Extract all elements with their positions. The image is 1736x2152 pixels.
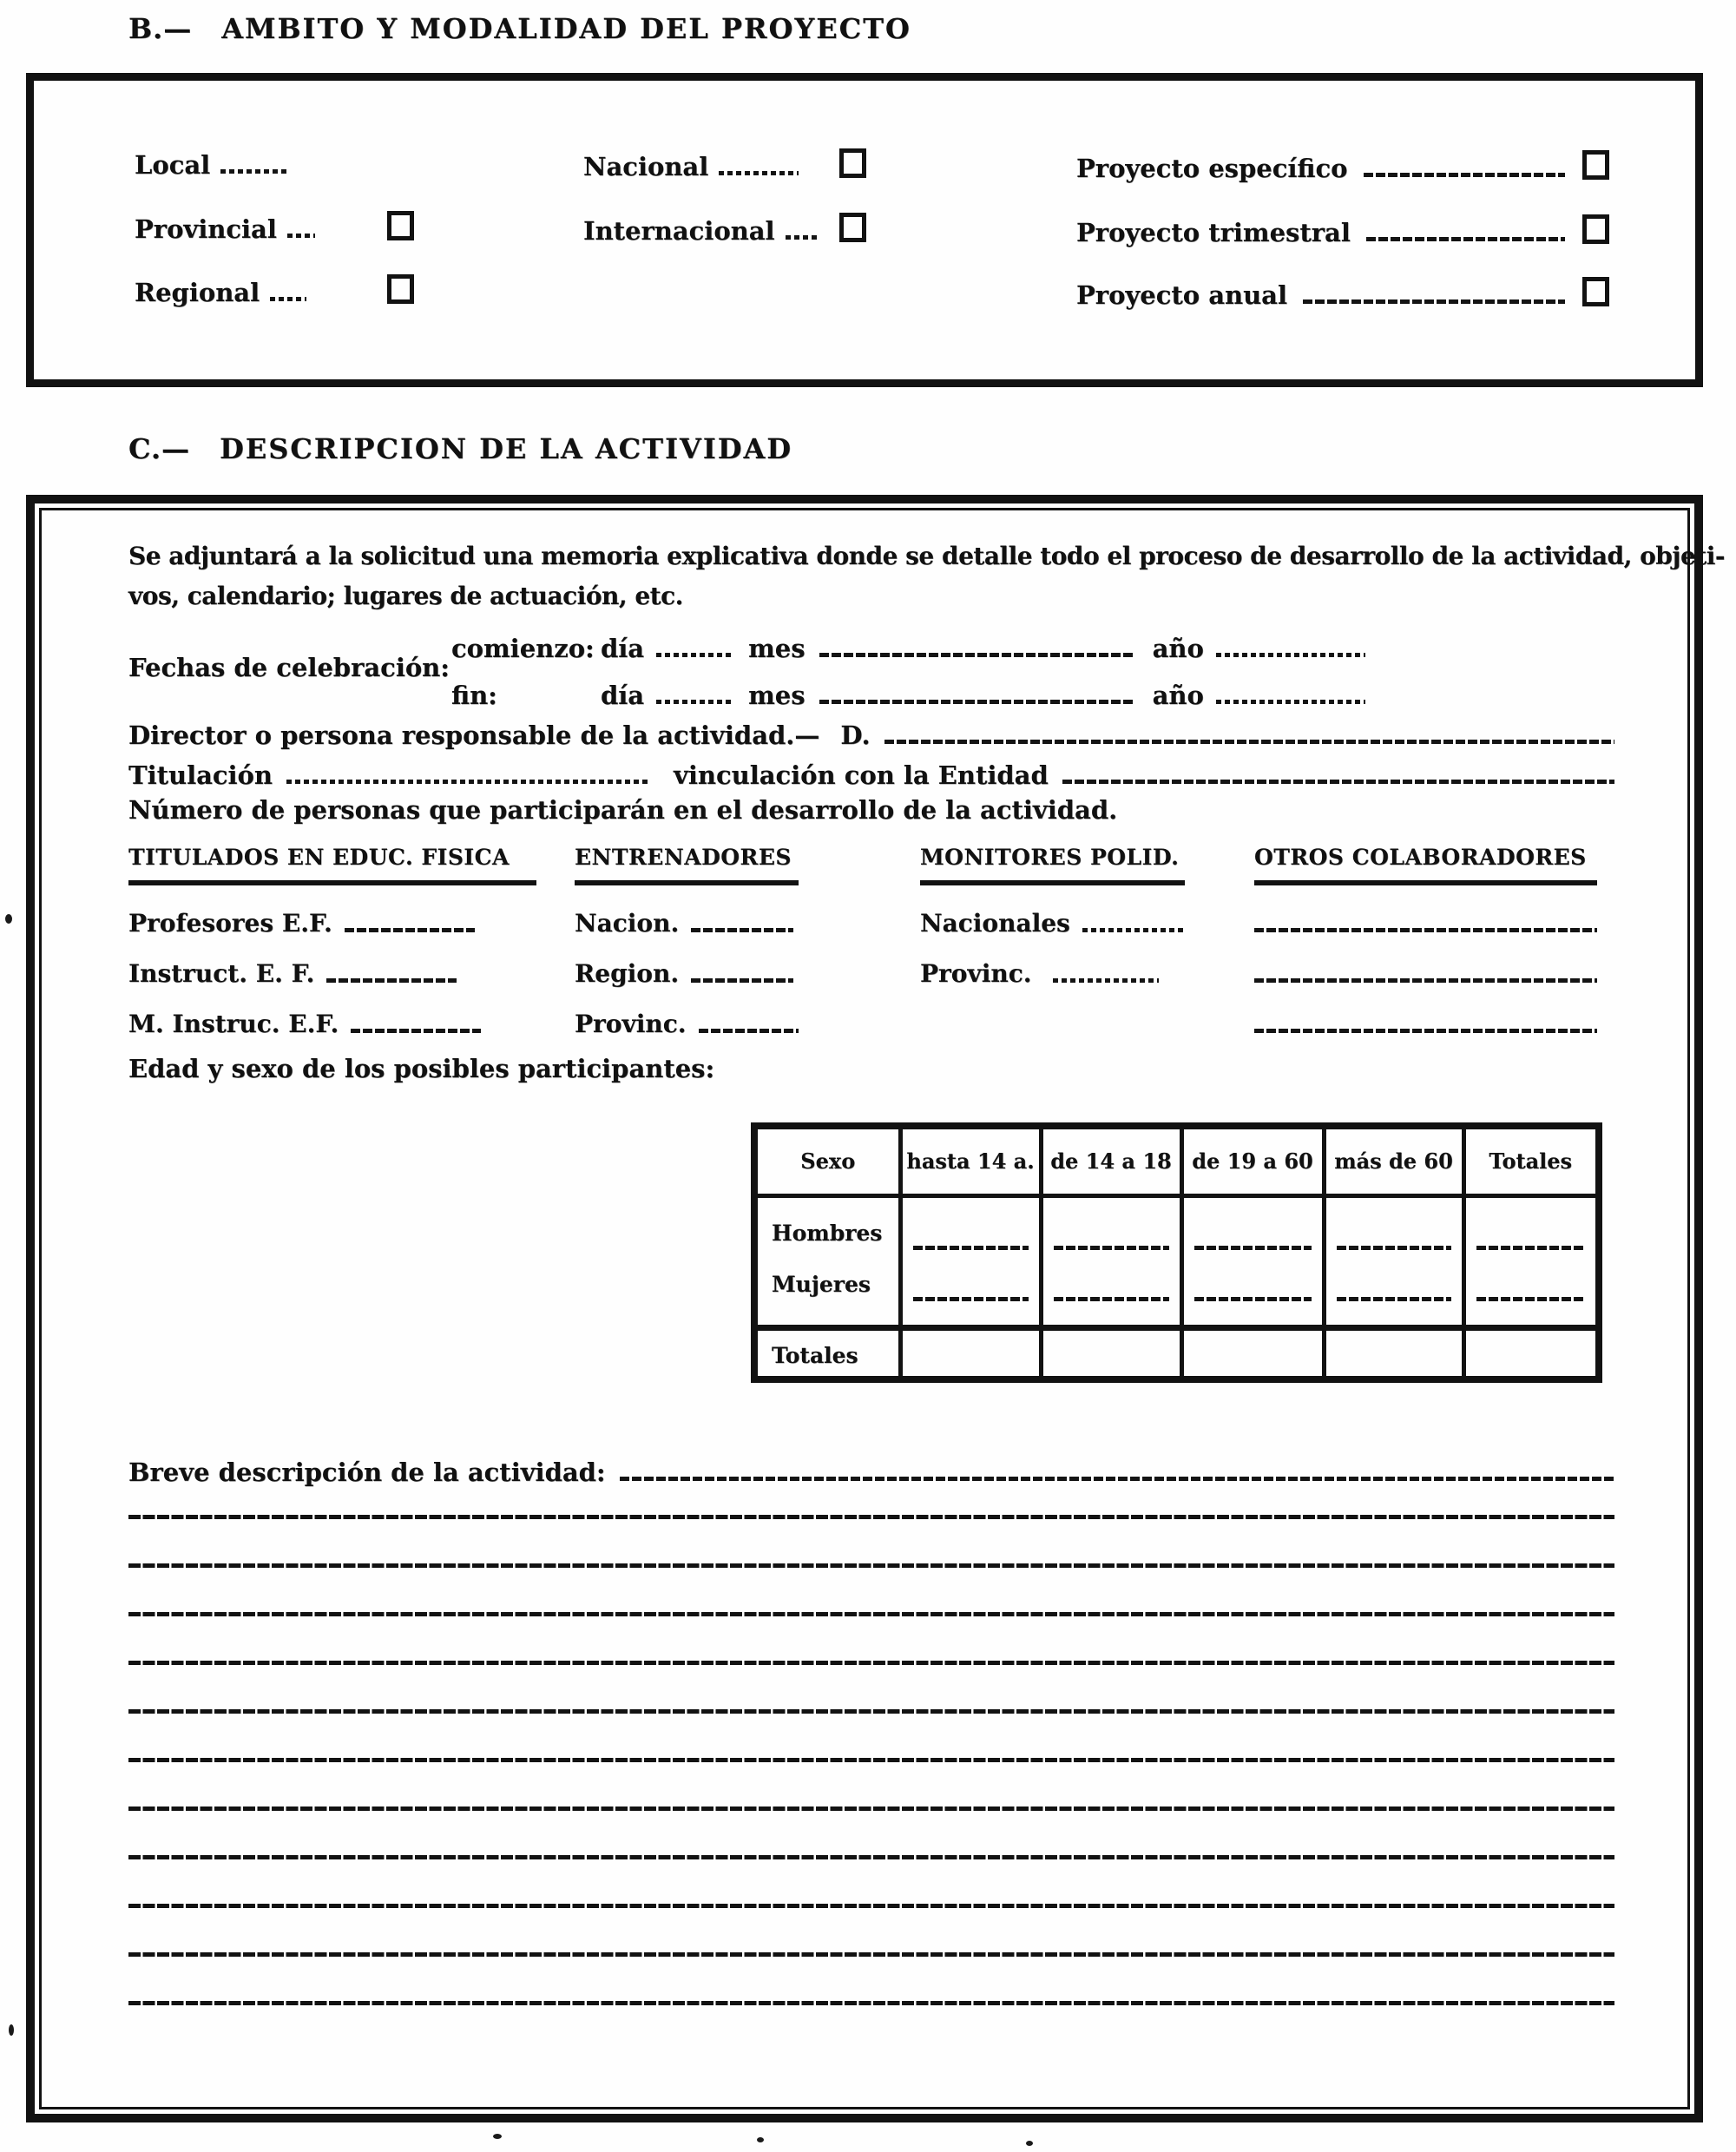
mujeres-field-line[interactable] (1337, 1297, 1451, 1301)
proyecto-anual-checkbox[interactable] (1582, 277, 1609, 306)
staff-col-otros (1254, 845, 1597, 1037)
writing-line[interactable] (128, 1758, 1614, 1762)
col-header-19a60: de 19 a 60 (1181, 1126, 1324, 1195)
staff-row (920, 906, 1185, 936)
option-local-label: Local (135, 150, 211, 180)
mes-label: mes (748, 634, 806, 663)
nacional-checkbox[interactable] (839, 148, 866, 178)
staff-row-label: Provinc. (575, 1010, 687, 1038)
writing-line[interactable] (128, 1806, 1614, 1811)
mes-label: mes (748, 681, 806, 710)
dotted-leader (287, 234, 315, 238)
intro-paragraph (128, 536, 1725, 616)
hombres-field-line[interactable] (1337, 1246, 1451, 1250)
staff-row (575, 1007, 799, 1037)
scan-speck (9, 2024, 14, 2036)
dotted-leader (1364, 173, 1566, 177)
staff-row-label: M. Instruc. E.F. (128, 1010, 339, 1038)
hombres-field-line[interactable] (913, 1246, 1029, 1250)
option-proyecto-especifico (1076, 147, 1609, 181)
edad-sexo-label: Edad y sexo de los posibles participantes: (128, 1054, 715, 1083)
dotted-leader (270, 297, 306, 301)
table-body-row (754, 1195, 1599, 1327)
mujeres-field-line[interactable] (913, 1297, 1029, 1301)
staff-col-titulados-header: TITULADOS EN EDUC. FISICA (128, 845, 536, 885)
option-proyecto-especifico-label: Proyecto específico (1076, 154, 1348, 183)
ano-field-line[interactable] (1216, 653, 1365, 657)
writing-line[interactable] (128, 1709, 1614, 1714)
staff-row (1254, 1007, 1597, 1037)
dia-label: día (601, 681, 645, 710)
col-header-sexo: Sexo (754, 1126, 900, 1195)
section-c-number: C.— (128, 432, 191, 465)
totals-cell[interactable] (900, 1327, 1041, 1379)
titulacion-label: Titulación (128, 760, 273, 790)
staff-count-field-line[interactable] (1254, 1029, 1597, 1033)
staff-columns (128, 845, 1614, 1053)
section-b-number: B.— (128, 12, 193, 45)
staff-col-titulados (128, 845, 536, 1037)
director-field-line[interactable] (884, 740, 1614, 744)
staff-col-entrenadores (575, 845, 799, 1037)
staff-count-field-line[interactable] (1053, 978, 1159, 983)
staff-col-monitores-header: MONITORES POLID. (920, 845, 1185, 885)
staff-col-entrenadores-header: ENTRENADORES (575, 845, 799, 885)
mujeres-field-line[interactable] (1194, 1297, 1312, 1301)
numero-personas-label: Número de personas que participarán en el desarrollo de la actividad. (128, 795, 1118, 825)
scan-speck (757, 2137, 764, 2142)
provincial-checkbox[interactable] (387, 211, 414, 240)
vinculacion-label: vinculación con la Entidad (674, 760, 1049, 790)
scan-speck (5, 914, 12, 924)
option-nacional (583, 145, 866, 180)
option-internacional-label: Internacional (583, 216, 775, 246)
writing-line[interactable] (128, 1661, 1614, 1665)
row-labels-cell (754, 1195, 900, 1327)
proyecto-especifico-checkbox[interactable] (1582, 150, 1609, 180)
col-header-totales: Totales (1463, 1126, 1599, 1195)
section-c-box (26, 495, 1725, 2122)
option-proyecto-trimestral-label: Proyecto trimestral (1076, 218, 1351, 247)
scan-speck (1026, 2141, 1033, 2146)
mes-field-line[interactable] (819, 700, 1134, 704)
staff-row (575, 957, 799, 986)
hombres-field-line[interactable] (1476, 1246, 1586, 1250)
col-header-hasta14: hasta 14 a. (900, 1126, 1041, 1195)
scan-speck (493, 2134, 502, 2139)
col-header-mas60: más de 60 (1324, 1126, 1463, 1195)
option-provincial (135, 207, 414, 242)
writing-line[interactable] (128, 1612, 1614, 1616)
staff-count-field-line[interactable] (691, 928, 793, 932)
ano-field-line[interactable] (1216, 700, 1365, 704)
staff-count-field-line[interactable] (1254, 978, 1597, 983)
dotted-leader (220, 169, 288, 174)
descripcion-field-line[interactable] (620, 1477, 1614, 1481)
table-cell (900, 1195, 1041, 1327)
totals-cell[interactable] (1041, 1327, 1181, 1379)
staff-row-label: Nacion. (575, 909, 680, 938)
option-internacional (583, 209, 866, 244)
table-cell (1463, 1195, 1599, 1327)
section-c-heading (128, 432, 792, 465)
totals-cell[interactable] (1181, 1327, 1324, 1379)
table-cell (1041, 1195, 1181, 1327)
staff-row-label: Profesores E.F. (128, 909, 332, 938)
ano-label: año (1152, 634, 1204, 663)
vinculacion-field-line[interactable] (1062, 780, 1614, 784)
staff-count-field-line[interactable] (1254, 928, 1597, 932)
intro-line-2: vos, calendario; lugares de actuación, etc. (128, 582, 683, 610)
table-cell (1181, 1195, 1324, 1327)
totales-label: Totales (772, 1342, 858, 1368)
dotted-leader (1303, 299, 1565, 304)
table-totals-row (754, 1327, 1599, 1379)
titulacion-field-line[interactable] (286, 780, 651, 784)
writing-line[interactable] (128, 2001, 1614, 2005)
fechas-label: Fechas de celebración: (128, 653, 450, 682)
staff-count-field-line[interactable] (691, 978, 793, 983)
staff-row-label: Provinc. (920, 959, 1032, 988)
staff-row-label: Nacionales (920, 909, 1070, 938)
section-b-title: AMBITO Y MODALIDAD DEL PROYECTO (221, 12, 911, 45)
option-proyecto-anual-label: Proyecto anual (1076, 280, 1287, 310)
option-provincial-label: Provincial (135, 214, 277, 244)
dia-label: día (601, 634, 645, 663)
option-proyecto-anual (1076, 273, 1609, 308)
internacional-checkbox[interactable] (839, 213, 866, 242)
totals-cell[interactable] (1324, 1327, 1463, 1379)
staff-count-field-line[interactable] (345, 928, 475, 932)
staff-col-otros-header: OTROS COLABORADORES (1254, 845, 1597, 885)
totals-label-cell (754, 1327, 900, 1379)
mujeres-field-line[interactable] (1476, 1297, 1586, 1301)
titulacion-row (128, 757, 1614, 788)
option-local (135, 143, 308, 178)
totals-cell[interactable] (1463, 1327, 1599, 1379)
section-c-title: DESCRIPCION DE LA ACTIVIDAD (220, 432, 793, 465)
participants-table (751, 1122, 1602, 1383)
mujeres-label: Mujeres (772, 1271, 871, 1297)
fecha-comienzo-row (451, 630, 1536, 661)
writing-line[interactable] (128, 1952, 1614, 1957)
table-header-row (754, 1126, 1599, 1195)
director-d-label: D. (840, 721, 871, 750)
comienzo-label: comienzo: (451, 634, 595, 663)
breve-descripcion-row (128, 1454, 1614, 1485)
staff-row (128, 957, 536, 986)
option-proyecto-trimestral (1076, 211, 1609, 246)
staff-row (1254, 906, 1597, 936)
section-b-box (26, 73, 1703, 387)
hombres-field-line[interactable] (1054, 1246, 1169, 1250)
writing-line[interactable] (128, 1563, 1614, 1568)
option-regional-label: Regional (135, 278, 260, 307)
dotted-leader (1366, 237, 1565, 241)
writing-line[interactable] (128, 1855, 1614, 1859)
staff-count-field-line[interactable] (326, 978, 457, 983)
staff-count-field-line[interactable] (1082, 928, 1185, 932)
section-c-inner-frame (39, 508, 1725, 2109)
section-b-heading (128, 12, 911, 45)
fin-label: fin: (451, 681, 497, 710)
staff-row-label: Region. (575, 959, 680, 988)
hombres-label: Hombres (772, 1220, 883, 1246)
col-header-14a18: de 14 a 18 (1041, 1126, 1181, 1195)
mes-field-line[interactable] (819, 653, 1134, 657)
dotted-leader (786, 235, 817, 240)
fecha-fin-row (451, 677, 1536, 708)
writing-line[interactable] (128, 1515, 1614, 1519)
dia-field-line[interactable] (656, 653, 731, 657)
mujeres-field-line[interactable] (1054, 1297, 1169, 1301)
writing-line[interactable] (128, 1904, 1614, 1908)
ano-label: año (1152, 681, 1204, 710)
hombres-field-line[interactable] (1194, 1246, 1312, 1250)
staff-count-field-line[interactable] (351, 1029, 481, 1033)
breve-descripcion-label: Breve descripción de la actividad: (128, 1458, 606, 1487)
table-cell (1324, 1195, 1463, 1327)
staff-row (920, 957, 1185, 986)
staff-count-field-line[interactable] (699, 1029, 799, 1033)
director-label: Director o persona responsable de la actividad.— (128, 721, 820, 750)
dotted-leader (719, 171, 799, 175)
staff-col-monitores (920, 845, 1185, 986)
staff-row (575, 906, 799, 936)
staff-row (128, 906, 536, 936)
option-nacional-label: Nacional (583, 152, 709, 181)
proyecto-trimestral-checkbox[interactable] (1582, 214, 1609, 244)
option-regional (135, 271, 414, 306)
staff-row-label: Instruct. E. F. (128, 959, 315, 988)
director-row (128, 717, 1614, 748)
dia-field-line[interactable] (656, 700, 731, 704)
regional-checkbox[interactable] (387, 274, 414, 304)
intro-line-1: Se adjuntará a la solicitud una memoria explicativa donde se detalle todo el proceso de desarrollo de la actividad, objeti- (128, 542, 1725, 570)
staff-row (128, 1007, 536, 1037)
staff-row (1254, 957, 1597, 986)
